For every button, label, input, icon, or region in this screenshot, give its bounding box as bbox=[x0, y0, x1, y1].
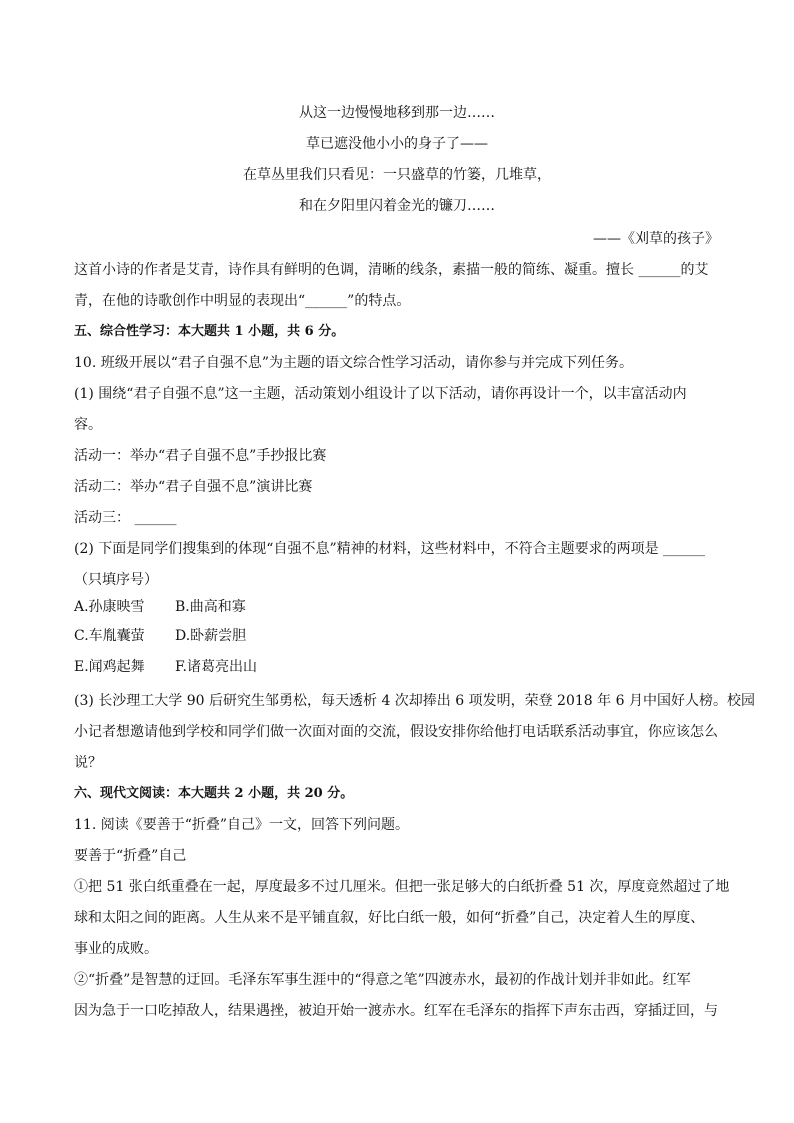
q10-intro: 10. 班级开展以“君子自强不息”为主题的语文综合性学习活动，请你参与并完成下列任务。 bbox=[74, 355, 634, 371]
q11-intro: 11. 阅读《要善于“折叠”自己》一文，回答下列问题。 bbox=[74, 817, 410, 833]
article-p1-line-2: 球和太阳之间的距离。人生从来不是平铺直叙，好比白纸一般，如何“折叠”自己，决定着人生的厚度、 bbox=[74, 910, 705, 926]
article-p2-line-1: ②“折叠”是智慧的迂回。毛泽东军事生涯中的“得意之笔”四渡赤水，最初的作战计划并非如此。红军 bbox=[74, 972, 691, 988]
article-p1-line-1: ①把 51 张白纸重叠在一起，厚度最多不过几厘米。但把一张足够大的白纸折叠 51 次，厚度竟然超过了地 bbox=[74, 879, 730, 895]
q10-part1-line-1: (1) 围绕“君子自强不息”这一主题，活动策划小组设计了以下活动，请你再设计一个，以丰富活动内 bbox=[74, 386, 687, 402]
q10-activity-1: 活动一：举办“君子自强不息”手抄报比赛 bbox=[74, 448, 327, 464]
q10-part3-line-3: 说？ bbox=[74, 755, 102, 771]
q10-activity-3: 活动三： ______ bbox=[74, 510, 177, 526]
section-6-heading: 六、现代文阅读：本大题共 2 小题，共 20 分。 bbox=[74, 786, 354, 801]
q10-part3-line-2: 小记者想邀请他到学校和同学们做一次面对面的交流，假设安排你给他打电话联系活动事宜，你应该怎么 bbox=[74, 724, 718, 740]
q9-text-line-1: 这首小诗的作者是艾青，诗作具有鲜明的色调，清晰的线条，素描一般的简练、凝重。擅长 ______的艾 bbox=[74, 262, 709, 278]
q10-option-f: F.诸葛亮出山 bbox=[175, 659, 257, 675]
section-5-heading: 五、综合性学习：本大题共 1 小题，共 6 分。 bbox=[74, 324, 345, 339]
poem-line-1: 从这一边慢慢地移到那一边…… bbox=[299, 105, 495, 121]
article-p2-line-2: 因为急于一口吃掉敌人，结果遇挫，被迫开始一渡赤水。红军在毛泽东的指挥下声东击西，穿插迂回，与 bbox=[74, 1003, 718, 1019]
q10-option-b: B.曲高和寡 bbox=[175, 599, 246, 615]
q10-part1-line-2: 容。 bbox=[74, 417, 102, 433]
poem-line-3: 在草丛里我们只看见：一只盛草的竹篓，几堆草， bbox=[243, 167, 551, 183]
q10-option-e: E.闻鸡起舞 bbox=[74, 659, 145, 675]
q9-text-line-2: 青，在他的诗歌创作中明显的表现出“______”的特点。 bbox=[74, 293, 411, 309]
q10-part2-line-2: （只填序号） bbox=[74, 572, 158, 588]
q10-part3-line-1: (3) 长沙理工大学 90 后研究生邹勇松，每天透析 4 次却捧出 6 项发明，荣登 2018 年 6 月中国好人榜。校园 bbox=[74, 693, 755, 709]
poem-source: ——《刈草的孩子》 bbox=[593, 231, 719, 247]
q10-part2-line-1: (2) 下面是同学们搜集到的体现“自强不息”精神的材料，这些材料中，不符合主题要求的两项是 ______ bbox=[74, 541, 706, 557]
q10-option-c: C.车胤囊萤 bbox=[74, 628, 145, 644]
q10-activity-2: 活动二：举办“君子自强不息”演讲比赛 bbox=[74, 479, 313, 495]
q10-option-d: D.卧薪尝胆 bbox=[175, 628, 247, 644]
article-p1-line-3: 事业的成败。 bbox=[74, 941, 158, 957]
poem-line-2: 草已遮没他小小的身子了—— bbox=[306, 136, 488, 152]
poem-line-4: 和在夕阳里闪着金光的镰刀…… bbox=[299, 198, 495, 214]
article-title: 要善于“折叠”自己 bbox=[74, 848, 187, 864]
q10-option-a: A.孙康映雪 bbox=[74, 599, 145, 615]
